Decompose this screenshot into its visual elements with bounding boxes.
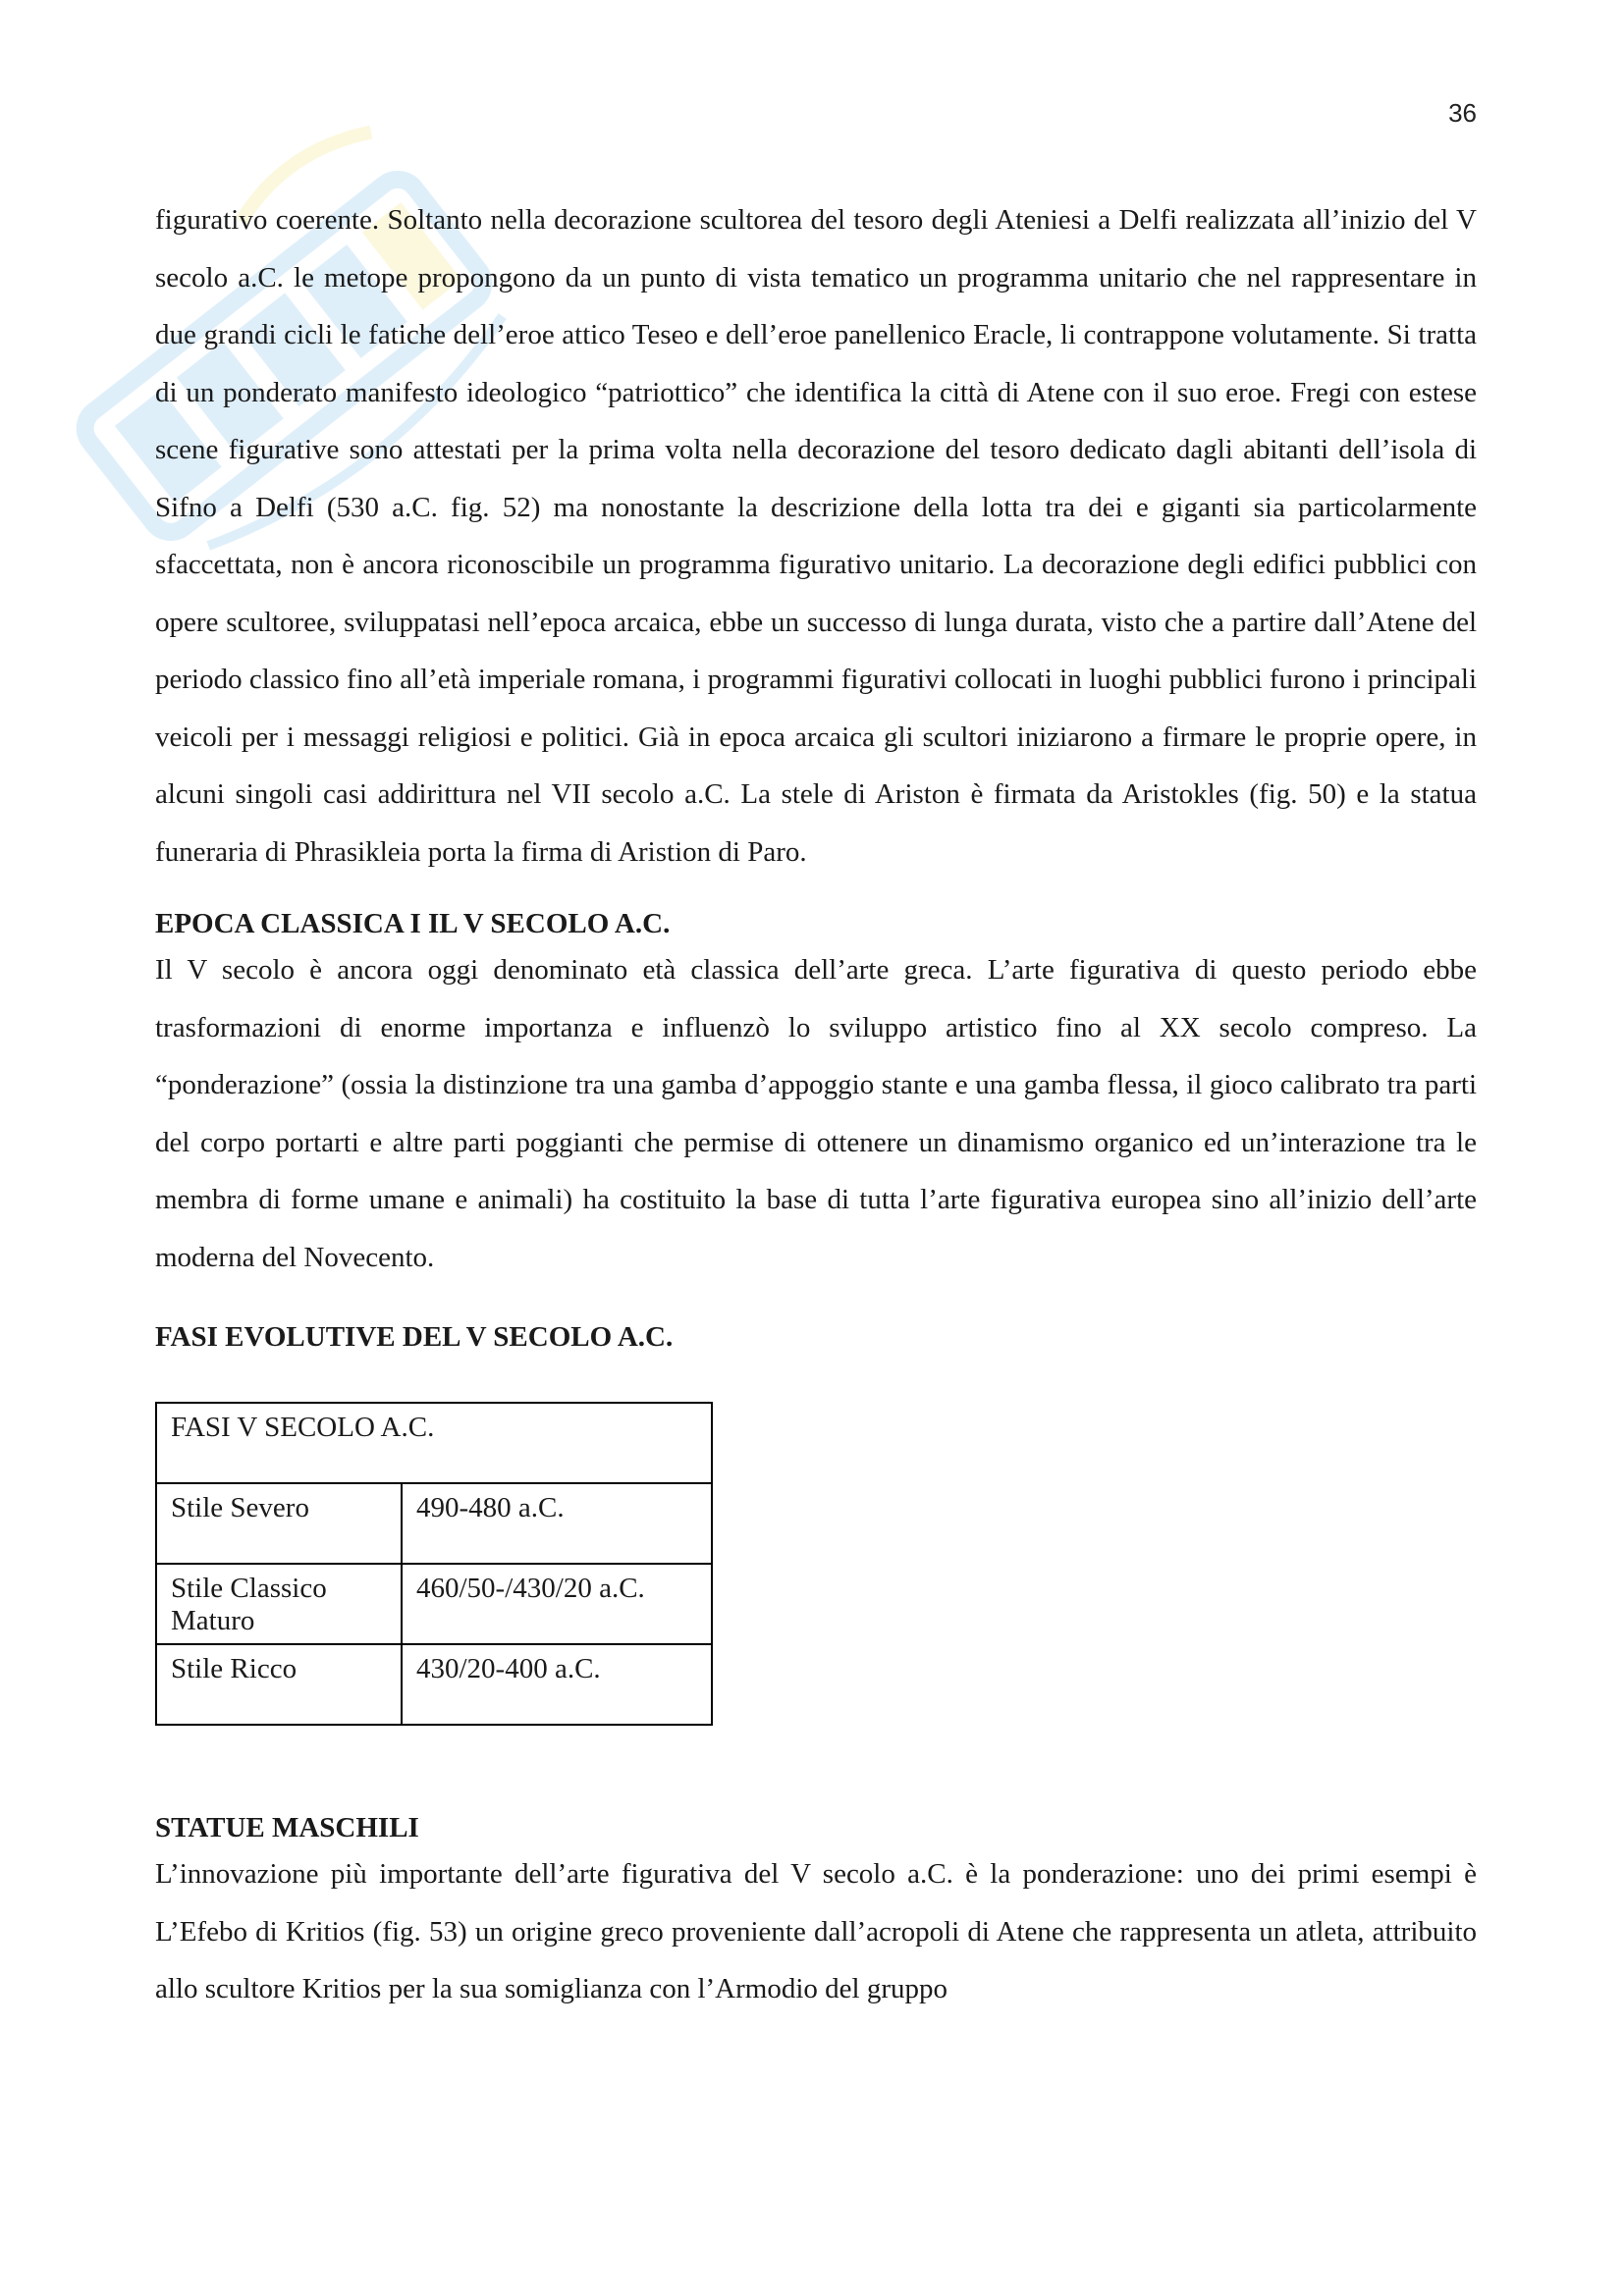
section-heading-classica: EPOCA CLASSICA I IL V SECOLO A.C. [155,908,671,939]
document-body [155,191,1477,2018]
table-row [156,1644,712,1725]
phases-table [155,1402,713,1726]
statue-paragraph: L’innovazione più importante dell’arte figurativa del V secolo a.C. è la ponderazione: uno dei primi esempi è L’Efebo di Kritios (fig. 53) un origine greco proveniente dall’acropoli di Atene che rappresenta un atleta, attribuito allo scultore Kritios per la sua somiglianza con l’Armodio del gruppo [155,1858,1477,2004]
section-heading-fasi: FASI EVOLUTIVE DEL V SECOLO A.C. [155,1321,674,1353]
table-cell-stile: Stile Classico Maturo [156,1564,402,1644]
intro-paragraph: figurativo coerente. Soltanto nella decorazione scultorea del tesoro degli Ateniesi a Delfi realizzata all’inizio del V secolo a.C. le metope propongono da un punto di vista tematico un programma unitario che nel rappresentare in due grandi cicli le fatiche dell’eroe attico Teseo e dell’eroe panellenico Eracle, li contrappone volutamente. Si tratta di un ponderato manifesto ideologico “patriottico” che identifica la città di Atene con il suo eroe. Fregi con estese scene figurative sono attestati per la prima volta nella decorazione del tesoro dedicato dagli abitanti dell’isola di Sifno a Delfi (530 a.C. fig. 52) ma nonostante la descrizione della lotta tra dei e giganti sia particolarmente sfaccettata, non è ancora riconoscibile un programma figurativo unitario. La decorazione degli edifici pubblici con opere scultoree, sviluppatasi nell’epoca arcaica, ebbe un successo di lunga durata, visto che a partire dall’Atene del periodo classico fino all’età imperiale romana, i programmi figurativi collocati in luoghi pubblici furono i principali veicoli per i messaggi religiosi e politici. Già in epoca arcaica gli scultori iniziarono a firmare le proprie opere, in alcuni singoli casi addirittura nel VII secolo a.C. La stele di Ariston è firmata da Aristokles (fig. 50) e la statua funeraria di Phrasikleia porta la firma di Aristion di Paro. [155,204,1477,868]
table-cell-date: 490-480 a.C. [402,1483,712,1564]
table-cell-stile: Stile Ricco [156,1644,402,1725]
table-cell-stile: Stile Severo [156,1483,402,1564]
table-cell-date: 430/20-400 a.C. [402,1644,712,1725]
table-header-row [156,1403,712,1483]
table-row [156,1483,712,1564]
table-row [156,1564,712,1644]
table-cell-date: 460/50-/430/20 a.C. [402,1564,712,1644]
classica-paragraph: Il V secolo è ancora oggi denominato età classica dell’arte greca. L’arte figurativa di questo periodo ebbe trasformazioni di enorme importanza e influenzò lo sviluppo artistico fino al XX secolo compreso. La “ponderazione” (ossia la distinzione tra una gamba d’appoggio stante e una gamba flessa, il gioco calibrato tra parti del corpo portarti e altre parti poggianti che permise di ottenere un dinamismo organico ed un’interazione tra le membra di forme umane e animali) ha costituito la base di tutta l’arte figurativa europea sino all’inizio dell’arte moderna del Novecento. [155,954,1477,1273]
table-header-cell: FASI V SECOLO A.C. [156,1403,712,1483]
page-number: 36 [1448,98,1477,128]
section-heading-statue: STATUE MASCHILI [155,1812,419,1843]
